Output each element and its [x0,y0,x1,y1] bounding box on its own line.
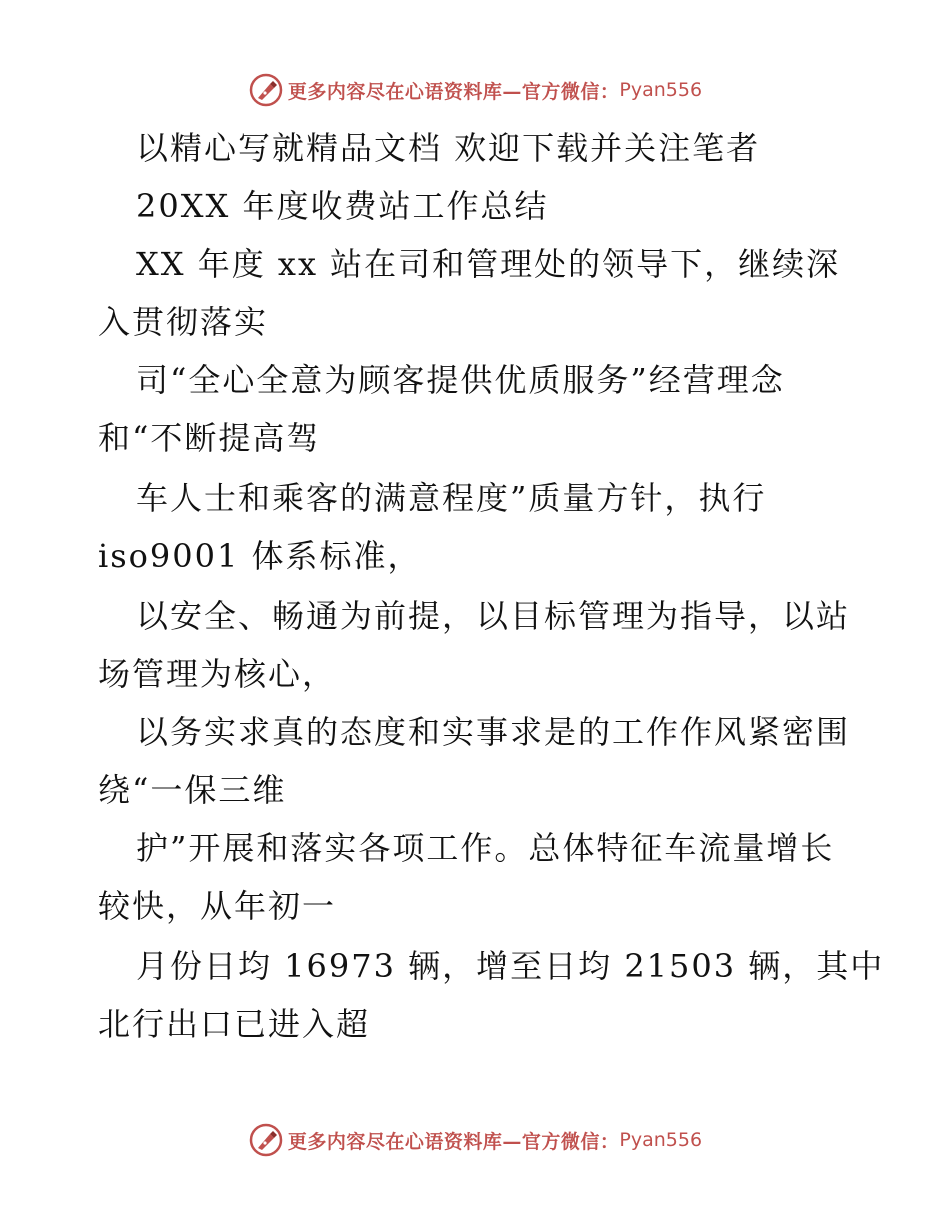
paragraph-line: 车人士和乘客的满意程度”质量方针，执行 [136,479,767,517]
paragraph-line: 和“不断提高驾 [98,419,321,457]
banner-text: 更多内容尽在心语资料库—官方微信： [287,80,620,103]
paragraph-line: 以务实求真的态度和实事求是的工作作风紧密围 [136,713,851,751]
paragraph-line: 入贯彻落实 [98,303,269,341]
paragraph-line: 绕“一保三维 [98,771,287,809]
paragraph-line: 北行出口已进入超 [98,1005,371,1043]
banner-contact: Pyan556 [619,79,703,101]
document-title: 20XX 年度收费站工作总结 [136,187,549,225]
paragraph-line: 较快，从年初一 [98,887,337,925]
paragraph-line: 月份日均 16973 辆，增至日均 21503 辆，其中 [136,947,885,985]
banner-contact: Pyan556 [619,1129,703,1151]
footer-banner [0,1120,950,1160]
pen-nib-logo-icon [248,1122,284,1158]
header-slogan: 以精心写就精品文档 欢迎下载并关注笔者 [136,129,761,167]
paragraph-line: XX 年度 xx 站在司和管理处的领导下，继续深 [136,245,841,283]
banner-text: 更多内容尽在心语资料库—官方微信： [287,1130,620,1153]
paragraph-line: 司“全心全意为顾客提供优质服务”经营理念 [136,361,785,399]
paragraph-line: 场管理为核心， [98,655,337,693]
paragraph-line: iso9001 体系标准， [98,537,422,575]
paragraph-line: 以安全、畅通为前提，以目标管理为指导，以站 [136,597,851,635]
paragraph-line: 护”开展和落实各项工作。总体特征车流量增长 [136,829,835,867]
